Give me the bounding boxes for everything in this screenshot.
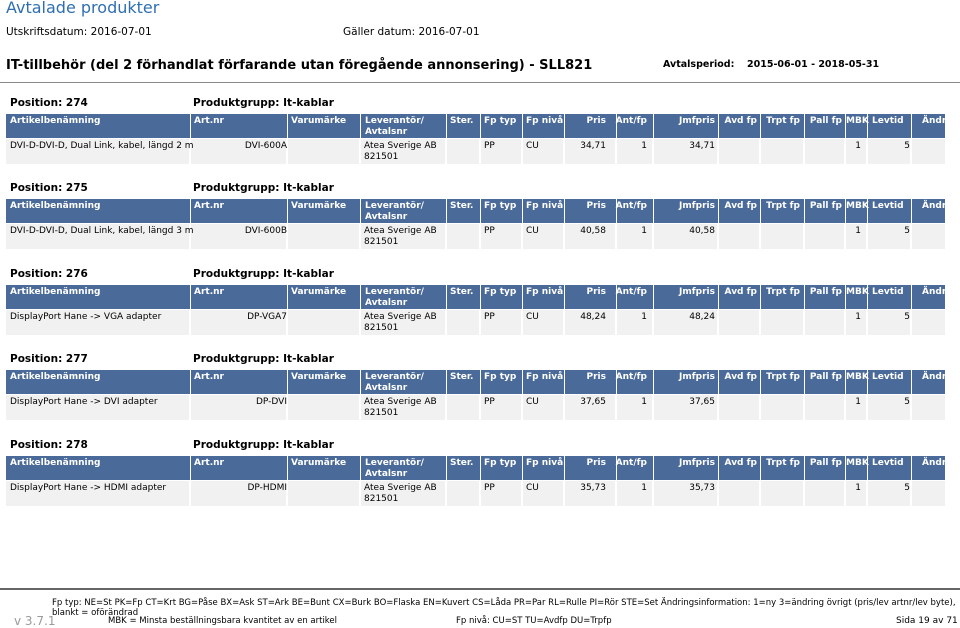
delivery-time: 5 [904, 141, 910, 151]
article-number: DP-VGA7 [247, 312, 287, 322]
product-group: Produktgrupp: It-kablar [193, 268, 334, 280]
column-divider [480, 370, 481, 394]
column-header-pris: Pris [586, 458, 606, 468]
column-header-levtid: Levtid [872, 287, 904, 297]
column-divider [446, 199, 447, 223]
column-divider [522, 114, 523, 138]
column-divider [564, 285, 565, 309]
column-divider [653, 114, 654, 138]
column-divider [480, 114, 481, 138]
column-header-supplier [365, 116, 424, 138]
column-header-supplier-line2: Avtalsnr [365, 383, 408, 393]
column-header-mbk: MBK [846, 458, 869, 468]
column-divider [804, 114, 805, 138]
column-divider [360, 285, 361, 309]
column-divider [653, 456, 654, 480]
column-divider [760, 199, 761, 223]
column-header-trptfp: Trpt fp [766, 372, 800, 382]
column-header-supplier-line1: Leverantör/ [365, 372, 424, 382]
column-divider [360, 114, 361, 138]
contract-number: 821501 [364, 152, 399, 162]
table-header [6, 114, 945, 138]
column-header-pallfp: Pall fp [809, 287, 842, 297]
column-divider [446, 456, 447, 480]
supplier-cell [364, 141, 437, 163]
column-divider [804, 370, 805, 394]
table-cell [805, 139, 844, 164]
column-header-andr: Ändr [922, 116, 947, 126]
supplier-cell [364, 483, 437, 505]
article-number: DP-DVI [256, 397, 287, 407]
package-type: PP [484, 141, 495, 151]
column-header-fptyp: Fp typ [484, 458, 517, 468]
article-name: DisplayPort Hane -> DVI adapter [10, 397, 158, 407]
position-number: Position: 278 [10, 439, 88, 451]
column-divider [564, 114, 565, 138]
column-header-supplier-line1: Leverantör/ [365, 116, 424, 126]
column-header-artnr: Art.nr [194, 458, 224, 468]
column-divider [522, 456, 523, 480]
column-header-fpniva: Fp nivå [526, 458, 564, 468]
quantity-per-package: 1 [641, 312, 647, 322]
article-name: DisplayPort Hane -> HDMI adapter [10, 483, 167, 493]
column-header-mbk: MBK [846, 372, 869, 382]
min-order-quantity: 1 [855, 483, 861, 493]
column-header-jmfpris: Jmfpris [679, 201, 715, 211]
product-group: Produktgrupp: It-kablar [193, 182, 334, 194]
package-type: PP [484, 226, 495, 236]
column-divider [480, 199, 481, 223]
column-header-pris: Pris [586, 201, 606, 211]
column-header-supplier-line1: Leverantör/ [365, 287, 424, 297]
table-cell [805, 310, 844, 335]
column-divider [653, 370, 654, 394]
column-header-supplier [365, 372, 424, 394]
position-section [0, 268, 960, 354]
version-label: v 3.7.1 [14, 614, 56, 628]
column-divider [446, 114, 447, 138]
column-header-jmfpris: Jmfpris [679, 458, 715, 468]
column-header-avdfp: Avd fp [724, 287, 757, 297]
table-cell [719, 395, 759, 420]
column-divider [564, 456, 565, 480]
table-cell [288, 139, 359, 164]
column-header-fptyp: Fp typ [484, 287, 517, 297]
table-cell [761, 310, 803, 335]
column-header-pallfp: Pall fp [809, 372, 842, 382]
comparison-price: 37,65 [689, 397, 715, 407]
table-cell [447, 139, 479, 164]
column-header-pallfp: Pall fp [809, 201, 842, 211]
table-cell [912, 310, 945, 335]
column-header-mbk: MBK [846, 201, 869, 211]
article-name: DisplayPort Hane -> VGA adapter [10, 312, 162, 322]
package-type: PP [484, 483, 495, 493]
fp-type-legend: Fp typ: NE=St PK=Fp CT=Krt BG=Påse BX=Ask ST=Ark BE=Bunt CX=Burk BO=Flaska EN=Kuvert CS=Låda PR=Par RL=Rulle PI=Rör STE=Set Ändringsinformation: 1=ny 3=ändring övrigt (pris/lev artnr/lev byte), blankt = oförändrad [52, 598, 956, 618]
table-cell [912, 224, 945, 249]
price: 35,73 [580, 483, 606, 493]
column-header-supplier [365, 201, 424, 223]
column-header-fpniva: Fp nivå [526, 201, 564, 211]
min-order-quantity: 1 [855, 312, 861, 322]
article-number: DP-HDMI [247, 483, 287, 493]
package-level: CU [526, 141, 539, 151]
column-divider [718, 199, 719, 223]
column-divider [446, 370, 447, 394]
table-header [6, 456, 945, 480]
column-header-avdfp: Avd fp [724, 201, 757, 211]
column-divider [564, 370, 565, 394]
column-divider [360, 456, 361, 480]
table-header [6, 370, 945, 394]
contract-number: 821501 [364, 237, 399, 247]
table-cell [761, 481, 803, 506]
table-cell [447, 481, 479, 506]
valid-date: Gäller datum: 2016-07-01 [343, 26, 480, 38]
column-header-supplier-line2: Avtalsnr [365, 127, 408, 137]
table-cell [719, 481, 759, 506]
column-divider [287, 114, 288, 138]
column-header-levtid: Levtid [872, 116, 904, 126]
supplier-name: Atea Sverige AB [364, 483, 437, 493]
footer-divider [0, 588, 960, 590]
column-header-supplier-line1: Leverantör/ [365, 201, 424, 211]
position-number: Position: 275 [10, 182, 88, 194]
column-header-antfp: Ant/fp [615, 116, 647, 126]
column-header-trptfp: Trpt fp [766, 458, 800, 468]
column-divider [564, 199, 565, 223]
product-group: Produktgrupp: It-kablar [193, 353, 334, 365]
table-row[interactable] [6, 310, 945, 335]
column-header-name: Artikelbenämning [10, 372, 101, 382]
column-divider [522, 199, 523, 223]
min-order-quantity: 1 [855, 397, 861, 407]
table-cell [288, 395, 359, 420]
table-row[interactable] [6, 481, 945, 506]
column-divider [360, 199, 361, 223]
price: 37,65 [580, 397, 606, 407]
delivery-time: 5 [904, 312, 910, 322]
column-divider [760, 114, 761, 138]
table-cell [805, 481, 844, 506]
min-order-quantity: 1 [855, 226, 861, 236]
position-number: Position: 277 [10, 353, 88, 365]
table-header [6, 199, 945, 223]
supplier-cell [364, 397, 437, 419]
table-row[interactable] [6, 395, 945, 420]
column-header-artnr: Art.nr [194, 201, 224, 211]
contract-number: 821501 [364, 494, 399, 504]
column-divider [480, 456, 481, 480]
column-header-antfp: Ant/fp [615, 201, 647, 211]
column-header-ster: Ster. [450, 201, 474, 211]
column-header-brand: Varumärke [291, 201, 347, 211]
table-cell [288, 224, 359, 249]
comparison-price: 48,24 [689, 312, 715, 322]
column-header-brand: Varumärke [291, 458, 347, 468]
column-divider [718, 285, 719, 309]
column-header-jmfpris: Jmfpris [679, 116, 715, 126]
column-header-levtid: Levtid [872, 201, 904, 211]
column-divider [804, 456, 805, 480]
column-header-andr: Ändr [922, 201, 947, 211]
delivery-time: 5 [904, 483, 910, 493]
table-cell [805, 224, 844, 249]
column-divider [718, 456, 719, 480]
column-header-supplier-line2: Avtalsnr [365, 469, 408, 479]
column-header-trptfp: Trpt fp [766, 116, 800, 126]
product-group: Produktgrupp: It-kablar [193, 439, 334, 451]
column-divider [446, 285, 447, 309]
column-header-name: Artikelbenämning [10, 458, 101, 468]
table-cell [288, 310, 359, 335]
table-cell [447, 224, 479, 249]
position-number: Position: 274 [10, 97, 88, 109]
table-cell [447, 395, 479, 420]
supplier-name: Atea Sverige AB [364, 226, 437, 236]
period-label: Avtalsperiod: [663, 59, 735, 70]
column-divider [911, 370, 912, 394]
package-level: CU [526, 483, 539, 493]
table-cell [288, 481, 359, 506]
column-header-ster: Ster. [450, 458, 474, 468]
article-number: DVI-600A [244, 141, 287, 151]
column-header-pris: Pris [586, 287, 606, 297]
column-divider [718, 114, 719, 138]
position-section [0, 353, 960, 439]
table-cell [912, 139, 945, 164]
column-header-brand: Varumärke [291, 372, 347, 382]
column-divider [911, 199, 912, 223]
table-cell [719, 310, 759, 335]
quantity-per-package: 1 [641, 141, 647, 151]
comparison-price: 35,73 [689, 483, 715, 493]
delivery-time: 5 [904, 226, 910, 236]
column-header-ster: Ster. [450, 287, 474, 297]
package-type: PP [484, 312, 495, 322]
column-header-ster: Ster. [450, 116, 474, 126]
quantity-per-package: 1 [641, 226, 647, 236]
comparison-price: 34,71 [689, 141, 715, 151]
column-header-pris: Pris [586, 116, 606, 126]
header-divider [0, 82, 960, 83]
column-header-avdfp: Avd fp [724, 372, 757, 382]
column-header-name: Artikelbenämning [10, 201, 101, 211]
supplier-cell [364, 312, 437, 334]
column-header-brand: Varumärke [291, 116, 347, 126]
column-divider [653, 199, 654, 223]
column-divider [718, 370, 719, 394]
article-name: DVI-D-DVI-D, Dual Link, kabel, längd 3 m [10, 226, 194, 236]
column-header-supplier [365, 287, 424, 309]
column-divider [804, 199, 805, 223]
position-section [0, 97, 960, 183]
column-header-fpniva: Fp nivå [526, 287, 564, 297]
column-header-antfp: Ant/fp [615, 372, 647, 382]
column-header-ster: Ster. [450, 372, 474, 382]
column-header-avdfp: Avd fp [724, 458, 757, 468]
column-divider [287, 199, 288, 223]
period-value: 2015-06-01 - 2018-05-31 [747, 59, 880, 70]
column-header-artnr: Art.nr [194, 116, 224, 126]
price: 48,24 [580, 312, 606, 322]
column-divider [760, 370, 761, 394]
column-divider [911, 285, 912, 309]
column-header-name: Artikelbenämning [10, 116, 101, 126]
column-divider [190, 285, 191, 309]
column-divider [760, 456, 761, 480]
column-divider [360, 370, 361, 394]
package-level: CU [526, 397, 539, 407]
column-header-supplier-line2: Avtalsnr [365, 212, 408, 222]
column-divider [287, 285, 288, 309]
column-divider [190, 370, 191, 394]
column-header-levtid: Levtid [872, 372, 904, 382]
column-header-fptyp: Fp typ [484, 201, 517, 211]
price: 40,58 [580, 226, 606, 236]
column-divider [522, 285, 523, 309]
column-header-trptfp: Trpt fp [766, 287, 800, 297]
column-header-fpniva: Fp nivå [526, 372, 564, 382]
position-number: Position: 276 [10, 268, 88, 280]
column-header-antfp: Ant/fp [615, 287, 647, 297]
column-divider [190, 199, 191, 223]
column-header-trptfp: Trpt fp [766, 201, 800, 211]
contract-number: 821501 [364, 323, 399, 333]
table-cell [912, 481, 945, 506]
column-header-antfp: Ant/fp [615, 458, 647, 468]
column-divider [804, 285, 805, 309]
table-cell [447, 310, 479, 335]
column-header-artnr: Art.nr [194, 287, 224, 297]
table-row[interactable] [6, 224, 945, 249]
quantity-per-package: 1 [641, 397, 647, 407]
comparison-price: 40,58 [689, 226, 715, 236]
mbk-legend: MBK = Minsta beställningsbara kvantitet av en artikel [108, 616, 338, 626]
supplier-name: Atea Sverige AB [364, 141, 437, 151]
column-header-supplier [365, 458, 424, 480]
column-divider [287, 370, 288, 394]
package-level: CU [526, 226, 539, 236]
product-group: Produktgrupp: It-kablar [193, 97, 334, 109]
column-divider [911, 114, 912, 138]
column-header-name: Artikelbenämning [10, 287, 101, 297]
column-divider [653, 285, 654, 309]
price: 34,71 [580, 141, 606, 151]
column-header-avdfp: Avd fp [724, 116, 757, 126]
print-date: Utskriftsdatum: 2016-07-01 [6, 26, 152, 38]
table-cell [761, 139, 803, 164]
column-header-fptyp: Fp typ [484, 116, 517, 126]
column-header-supplier-line2: Avtalsnr [365, 298, 408, 308]
column-header-andr: Ändr [922, 287, 947, 297]
contract-number: 821501 [364, 408, 399, 418]
position-section [0, 439, 960, 525]
column-header-pris: Pris [586, 372, 606, 382]
column-header-pallfp: Pall fp [809, 116, 842, 126]
agreement-subject: IT-tillbehör (del 2 förhandlat förfarande utan föregående annonsering) - SLL821 [6, 58, 593, 73]
article-name: DVI-D-DVI-D, Dual Link, kabel, längd 2 m [10, 141, 194, 151]
column-header-artnr: Art.nr [194, 372, 224, 382]
page-title: Avtalade produkter [6, 0, 160, 17]
table-cell [719, 139, 759, 164]
column-header-pallfp: Pall fp [809, 458, 842, 468]
package-type: PP [484, 397, 495, 407]
column-divider [911, 456, 912, 480]
column-header-mbk: MBK [846, 116, 869, 126]
table-cell [761, 395, 803, 420]
min-order-quantity: 1 [855, 141, 861, 151]
table-cell [761, 224, 803, 249]
table-cell [912, 395, 945, 420]
column-divider [190, 456, 191, 480]
column-divider [760, 285, 761, 309]
supplier-cell [364, 226, 437, 248]
column-header-fpniva: Fp nivå [526, 116, 564, 126]
column-divider [480, 285, 481, 309]
column-header-supplier-line1: Leverantör/ [365, 458, 424, 468]
column-divider [190, 114, 191, 138]
column-header-jmfpris: Jmfpris [679, 287, 715, 297]
position-section [0, 182, 960, 268]
column-header-brand: Varumärke [291, 287, 347, 297]
quantity-per-package: 1 [641, 483, 647, 493]
article-number: DVI-600B [244, 226, 287, 236]
supplier-name: Atea Sverige AB [364, 312, 437, 322]
column-divider [287, 456, 288, 480]
column-header-fptyp: Fp typ [484, 372, 517, 382]
column-header-andr: Ändr [922, 372, 947, 382]
page-number: Sida 19 av 71 [896, 616, 958, 626]
table-cell [719, 224, 759, 249]
fp-level-legend: Fp nivå: CU=ST TU=Avdfp DU=Trpfp [456, 616, 612, 626]
package-level: CU [526, 312, 539, 322]
supplier-name: Atea Sverige AB [364, 397, 437, 407]
table-cell [805, 395, 844, 420]
column-header-andr: Ändr [922, 458, 947, 468]
delivery-time: 5 [904, 397, 910, 407]
column-header-levtid: Levtid [872, 458, 904, 468]
column-header-jmfpris: Jmfpris [679, 372, 715, 382]
table-row[interactable] [6, 139, 945, 164]
column-header-mbk: MBK [846, 287, 869, 297]
table-header [6, 285, 945, 309]
column-divider [522, 370, 523, 394]
